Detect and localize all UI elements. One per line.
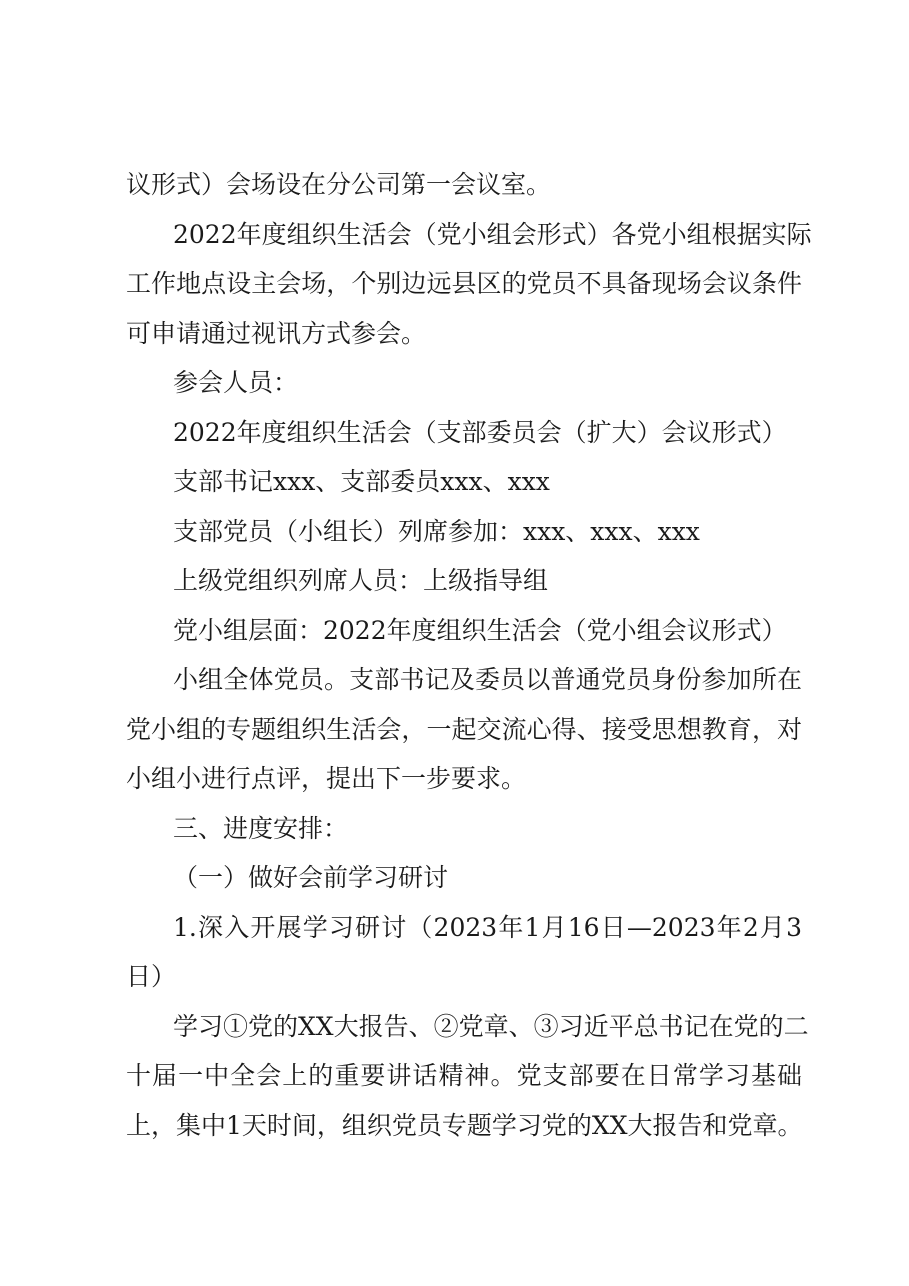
document-body — [126, 160, 812, 1150]
text-line-5: 参会人员： — [173, 368, 299, 397]
text-line-18: 学习①党的XX大报告、②党章、③习近平总书记在党的二 — [173, 1011, 809, 1041]
text-line-11: 小组全体党员。支部书记及委员以普通党员身份参加所在 — [173, 665, 802, 694]
text-line-20: 上，集中1天时间，组织党员专题学习党的XX大报告和党章。 — [126, 1110, 803, 1140]
text-line-17: 日） — [126, 962, 177, 991]
text-line-13: 小组小进行点评，提出下一步要求。 — [126, 764, 527, 793]
text-line-9: 上级党组织列席人员：上级指导组 — [173, 566, 549, 595]
text-line-3: 工作地点设主会场，个别边远县区的党员不具备现场会议条件 — [126, 269, 802, 298]
text-line-19: 十届一中全会上的重要讲话精神。党支部要在日常学习基础 — [126, 1061, 802, 1090]
text-line-10: 党小组层面：2022年度组织生活会（党小组会议形式） — [173, 615, 787, 645]
text-line-14: 三、进度安排： — [173, 813, 349, 843]
text-line-16: 1.深入开展学习研讨（2023年1月16日—2023年2月3 — [173, 912, 802, 942]
text-line-6: 2022年度组织生活会（支部委员会（扩大）会议形式） — [173, 417, 787, 447]
text-line-7: 支部书记xxx、支部委员xxx、xxx — [173, 467, 550, 496]
text-line-15: （一）做好会前学习研讨 — [173, 863, 449, 892]
text-line-2: 2022年度组织生活会（党小组会形式）各党小组根据实际 — [173, 219, 812, 249]
text-line-8: 支部党员（小组长）列席参加：xxx、xxx、xxx — [173, 516, 700, 546]
text-line-4: 可申请通过视讯方式参会。 — [126, 318, 427, 348]
text-line-1: 议形式）会场设在分公司第一会议室。 — [126, 170, 552, 199]
text-line-12: 党小组的专题组织生活会，一起交流心得、接受思想教育，对 — [126, 714, 802, 744]
